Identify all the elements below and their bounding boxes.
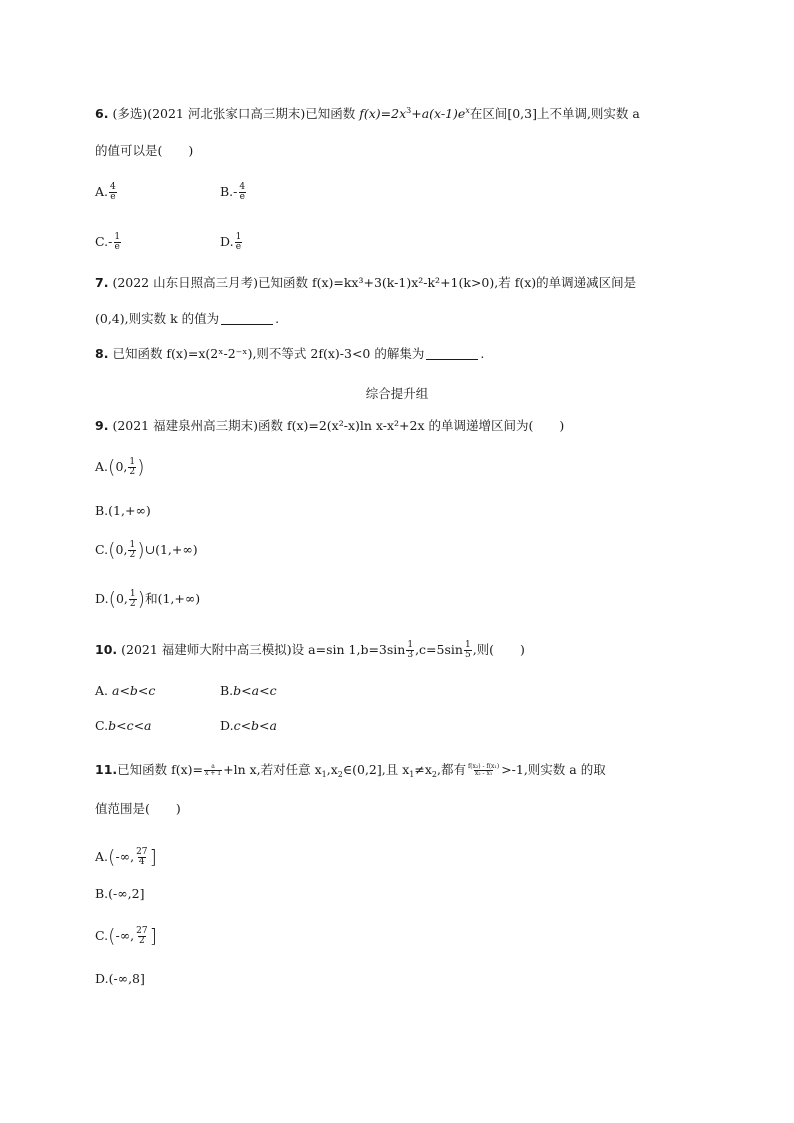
q11-line2: 值范围是( ) — [95, 801, 181, 816]
section-title: 综合提升组 — [365, 386, 429, 401]
q6-lead: (多选)(2021 河北张家口高三期末)已知函数 — [112, 106, 360, 121]
q6-option-b[interactable]: B.- $\frac{4}{e}$ — [220, 182, 246, 202]
q6-option-d[interactable]: D. $\frac{1}{e}$ — [220, 232, 242, 252]
q6-option-a[interactable]: A. $\frac{4}{e}$ — [95, 182, 116, 202]
q7-line2: (0,4),则实数 k 的值为 . — [95, 311, 280, 326]
q6-formula-a: f(x)=2x — [359, 106, 407, 121]
q6-formula-b: +a(x-1)e — [411, 106, 466, 121]
q8-number: 8. — [95, 346, 109, 361]
q6-line2: 的值可以是( ) — [95, 143, 194, 158]
q8-answer-blank[interactable] — [426, 359, 478, 360]
q6-tail: 在区间[0,3]上不单调,则实数 a — [469, 106, 640, 121]
q11-number: 11. — [95, 762, 118, 777]
q11-option-d[interactable]: D.(-∞,8] — [95, 971, 145, 986]
q9-option-d[interactable]: D.(0, $\frac{1}{2}$ )和(1,+∞) — [95, 588, 201, 610]
q9-line: 9. (2021 福建泉州高三期末)函数 f(x)=2(x²-x)ln x-x²+2x 的单调递增区间为( ) — [95, 418, 565, 433]
q9-option-c[interactable]: C.(0, $\frac{1}{2}$ )∪(1,+∞) — [95, 539, 198, 561]
q10-option-c[interactable]: C.b<c<a — [95, 718, 152, 733]
q9-text: (2021 福建泉州高三期末)函数 f(x)=2(x²-x)ln x-x²+2x 的单调递增区间为( — [112, 418, 534, 433]
q10-option-d[interactable]: D.c<b<a — [220, 718, 277, 733]
q11-option-c[interactable]: C.(-∞, $\frac{27}{2}$ ] — [95, 925, 158, 947]
q9-option-a[interactable]: A.(0, $\frac{1}{2}$ ) — [95, 456, 145, 478]
q6-number: 6. — [95, 106, 109, 121]
q11-line1: 11.已知函数 f(x)= $\frac{a}{x + 1}$ +ln x,若对任意 $x_1,x_2\in(0,2]$,且 $x_1\ne x_2$,都有 $\frac{\text{f(x₂) - f(x₁)}}{\text{x₂ - x₁}}$ >-1,则实数 a 的取 — [95, 762, 606, 779]
q6-option-c[interactable]: C.- $\frac{1}{e}$ — [95, 232, 121, 252]
q8-line: 8. 已知函数 f(x)=x(2ˣ-2⁻ˣ),则不等式 2f(x)-3<0 的解集为 . — [95, 346, 485, 361]
q9-option-b[interactable]: B.(1,+∞) — [95, 503, 151, 518]
q11-option-b[interactable]: B.(-∞,2] — [95, 886, 145, 901]
q7-text: (2022 山东日照高三月考)已知函数 f(x)=kx³+3(k-1)x²-k²+1(k>0),若 f(x)的单调递减区间是 — [112, 275, 637, 290]
q10-line: 10. (2021 福建师大附中高三模拟)设 a=sin 1,b=3sin $\frac{1}{3}$ ,c=5sin $\frac{1}{5}$ ,则( ) — [95, 640, 525, 660]
q6-line1: 6. (多选)(2021 河北张家口高三期末)已知函数 $f(x)=2x^3+a(x-1)e^x$在区间[0,3]上不单调,则实数 a — [95, 106, 640, 121]
q7-number: 7. — [95, 275, 109, 290]
q10-option-b[interactable]: B.b<a<c — [220, 683, 277, 698]
q7-answer-blank[interactable] — [221, 324, 273, 325]
q10-number: 10. — [95, 642, 118, 657]
q8-text: 已知函数 f(x)=x(2ˣ-2⁻ˣ),则不等式 2f(x)-3<0 的解集为 — [112, 346, 425, 361]
q7-line1 — [95, 277, 636, 290]
q9-number: 9. — [95, 418, 109, 433]
q11-option-a[interactable]: A.(-∞, $\frac{27}{4}$ ] — [95, 846, 157, 868]
q10-option-a[interactable]: A. a<b<c — [95, 683, 156, 698]
